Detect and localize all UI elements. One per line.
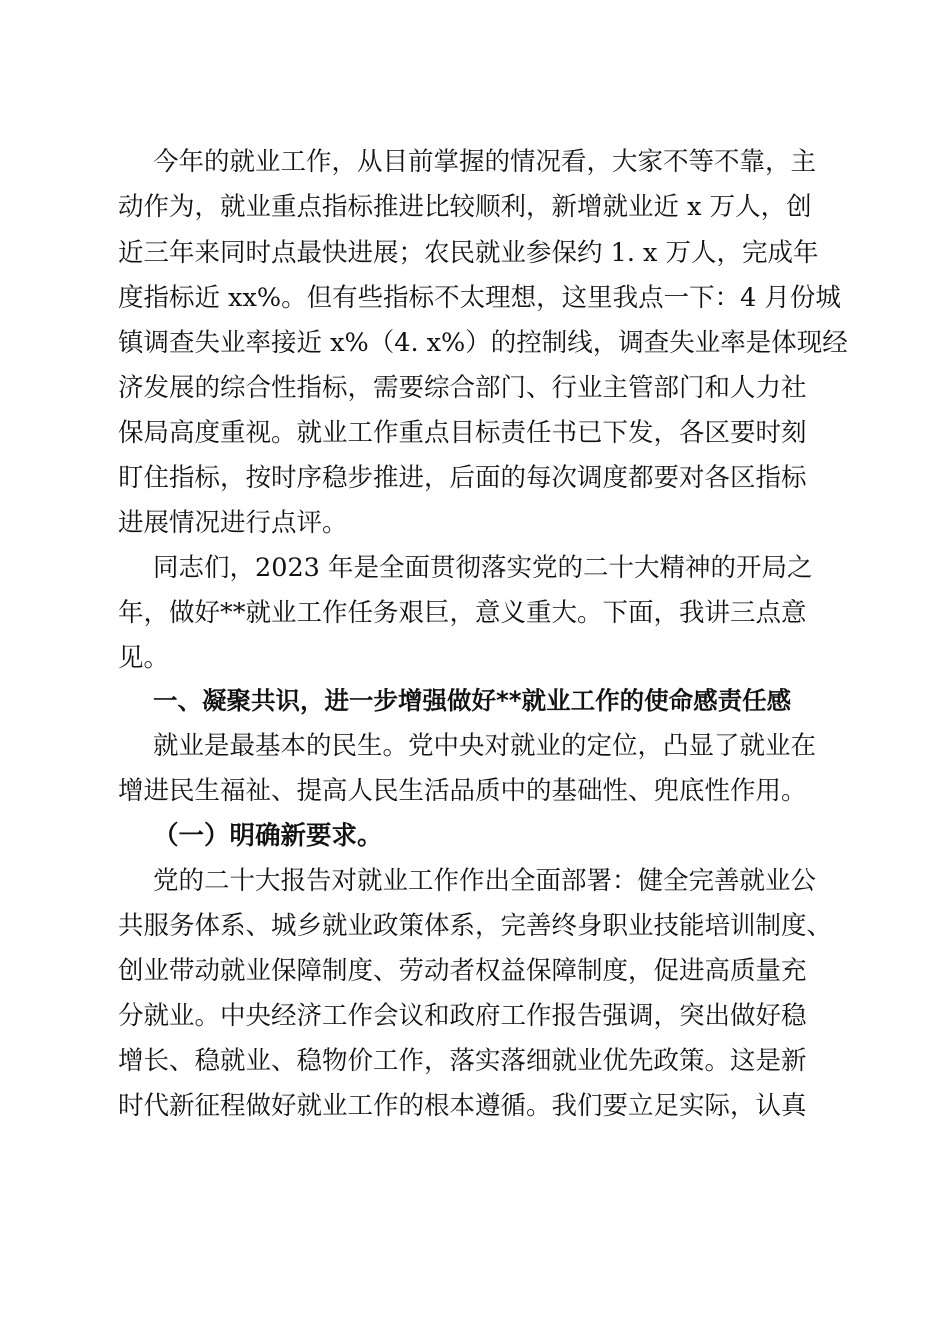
text-line: 共服务体系、城乡就业政策体系，完善终身职业技能培训制度、 [118,911,833,941]
text-line: 党的二十大报告对就业工作作出全面部署：健全完善就业公 [153,866,817,896]
text-line: 镇调查失业率接近 x%（4. x%）的控制线，调查失业率是体现经 [118,328,848,358]
text-line: 盯住指标，按时序稳步推进，后面的每次调度都要对各区指标 [118,463,807,493]
text-line: 就业是最基本的民生。党中央对就业的定位，凸显了就业在 [153,731,817,761]
text-line: 时代新征程做好就业工作的根本遵循。我们要立足实际，认真 [118,1091,807,1121]
text-line: 动作为，就业重点指标推进比较顺利，新增就业近 x 万人，创 [118,192,812,222]
text-line: 增长、稳就业、稳物价工作，落实落细就业优先政策。这是新 [118,1046,807,1076]
text-line: 济发展的综合性指标，需要综合部门、行业主管部门和人力社 [118,373,807,403]
text-line: 今年的就业工作，从目前掌握的情况看，大家不等不靠，主 [153,147,817,177]
section-heading: 一、凝聚共识，进一步增强做好**就业工作的使命感责任感 [153,686,792,715]
text-line: 保局高度重视。就业工作重点目标责任书已下发，各区要时刻 [118,418,807,448]
text-line: 年，做好**就业工作任务艰巨，意义重大。下面，我讲三点意 [118,598,807,628]
text-line: 同志们，2023 年是全面贯彻落实党的二十大精神的开局之 [153,553,813,583]
text-line: 分就业。中央经济工作会议和政府工作报告强调，突出做好稳 [118,1001,807,1031]
text-line: 创业带动就业保障制度、劳动者权益保障制度，促进高质量充 [118,956,807,986]
text-line: 近三年来同时点最快进展；农民就业参保约 1. x 万人，完成年 [118,238,819,268]
text-line: 度指标近 xx%。但有些指标不太理想，这里我点一下：4 月份城 [118,283,841,313]
text-line: 增进民生福祉、提高人民生活品质中的基础性、兜底性作用。 [118,776,807,806]
subsection-heading: （一）明确新要求。 [153,821,383,851]
text-line: 见。 [118,643,170,673]
text-line: 进展情况进行点评。 [118,508,348,538]
